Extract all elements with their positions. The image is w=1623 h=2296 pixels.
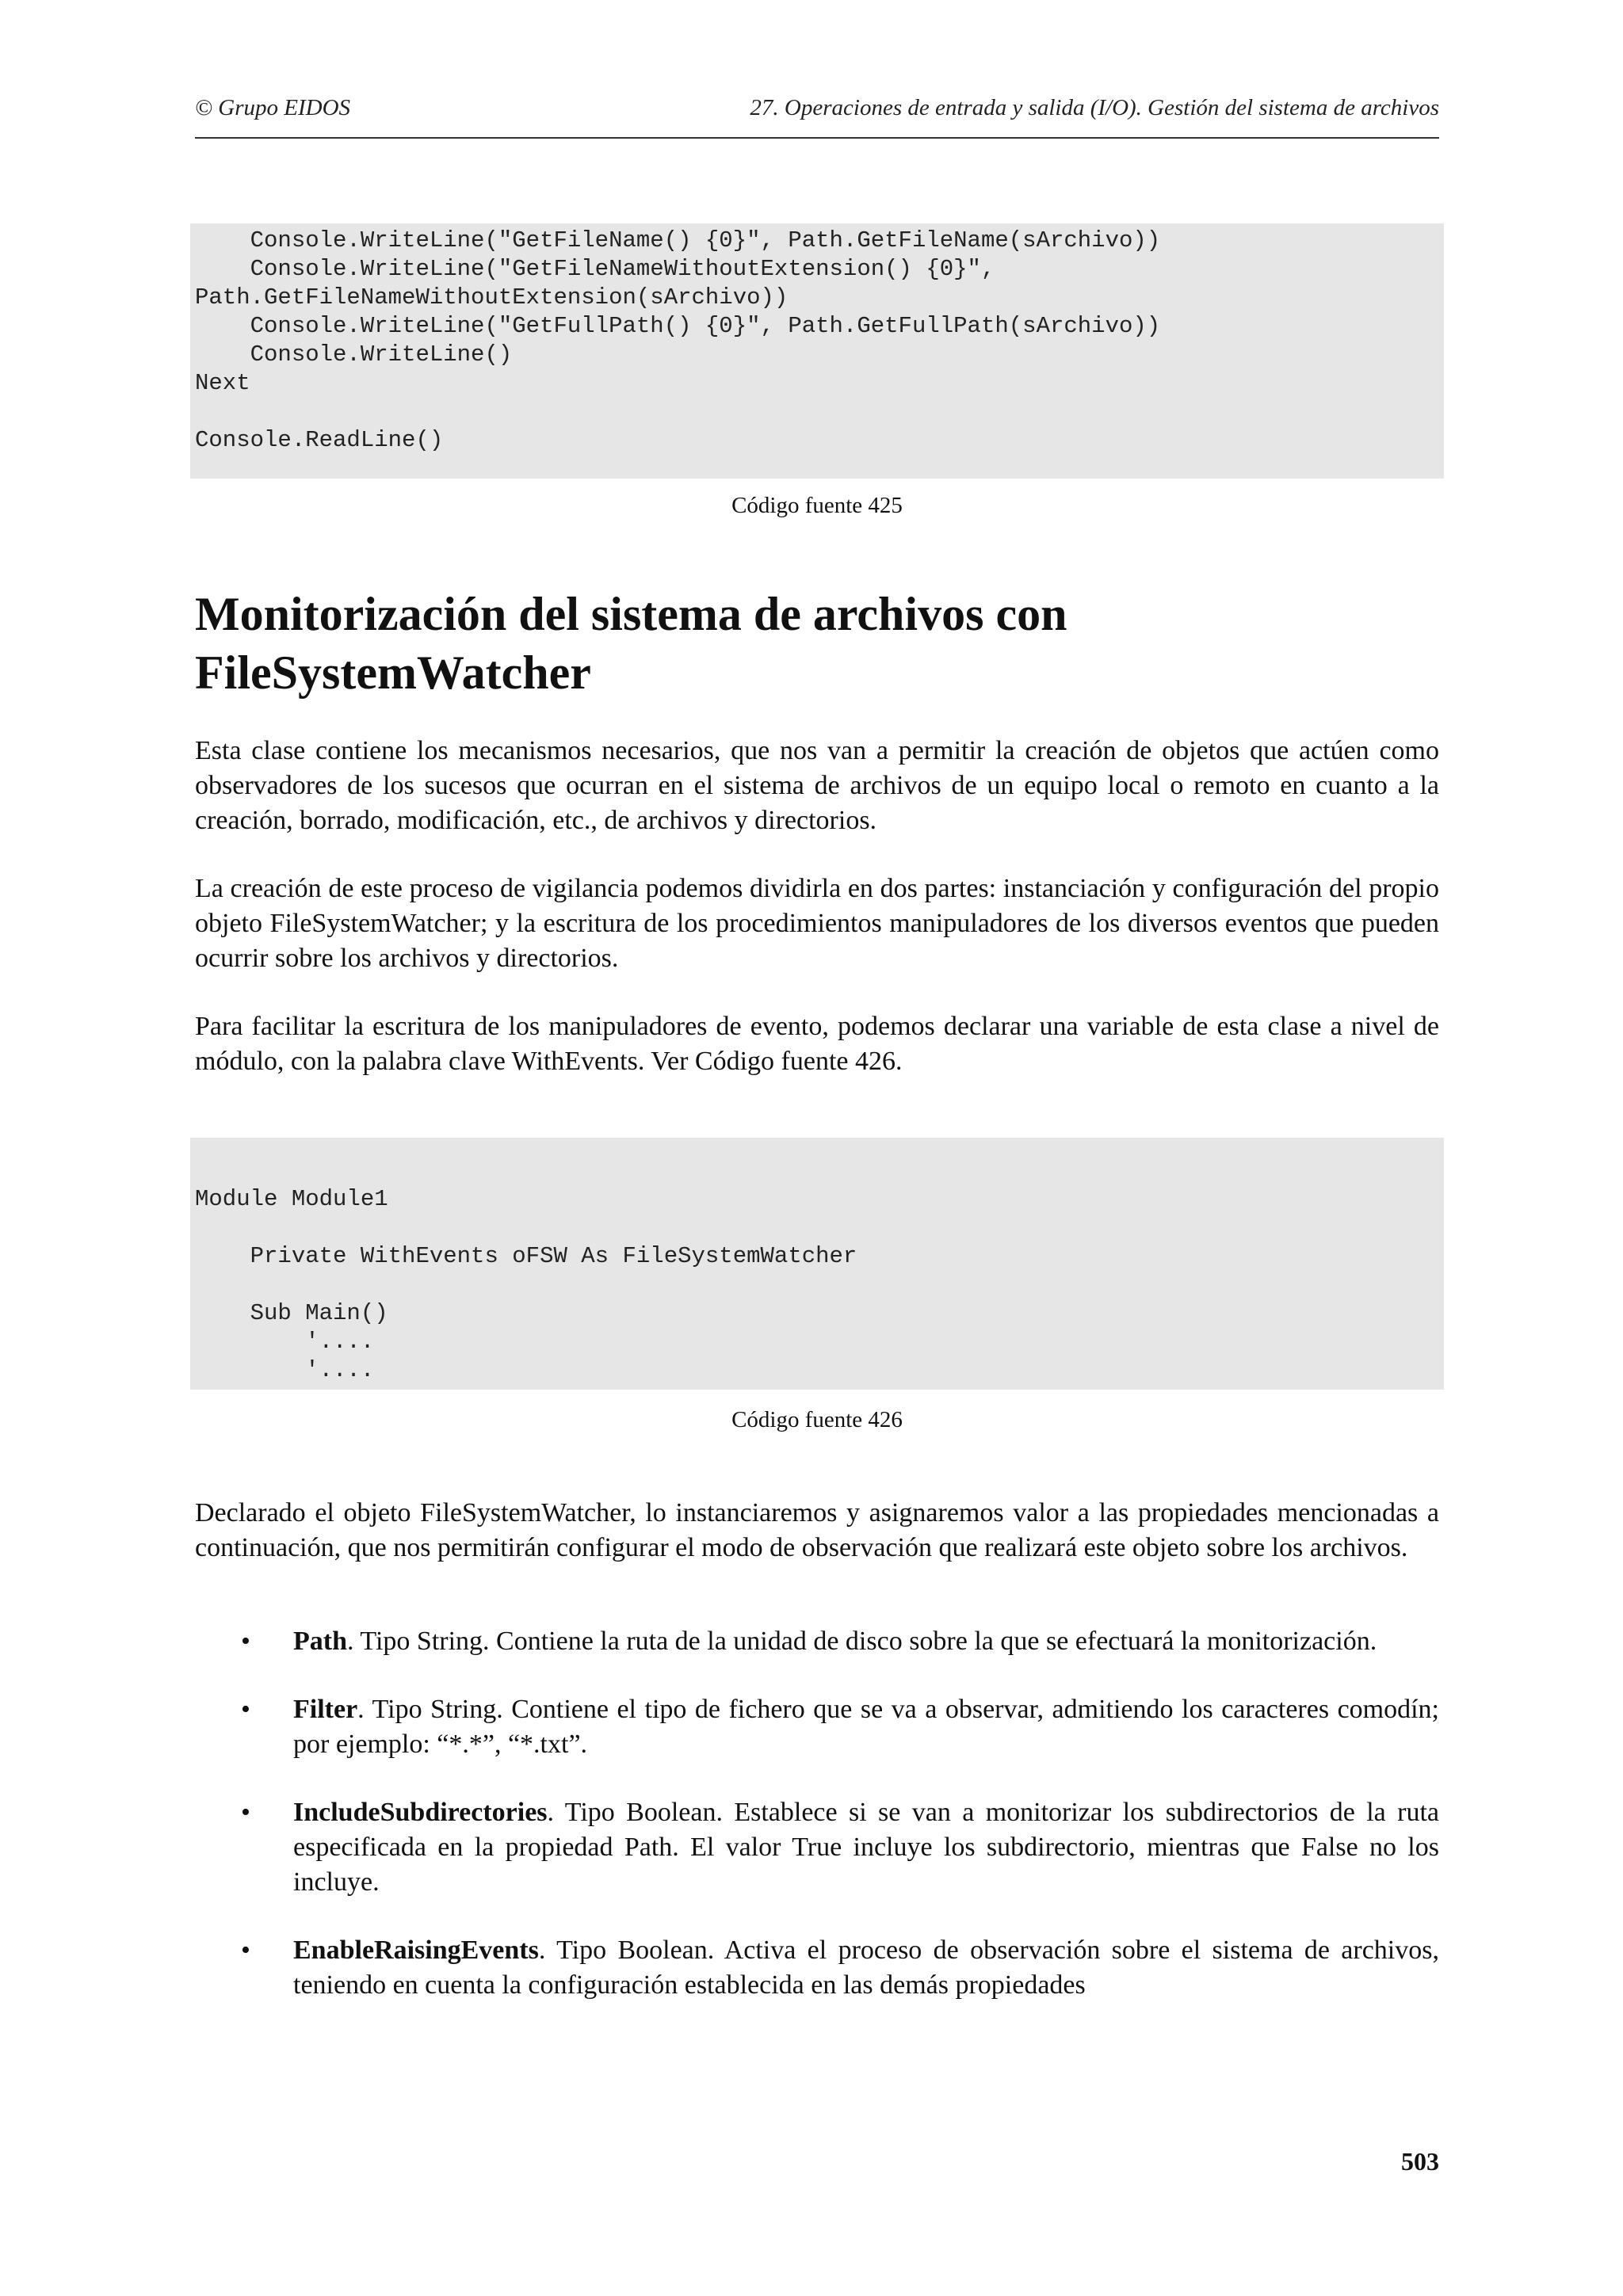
paragraph-intro: Esta clase contiene los mecanismos necesarios, que nos van a permitir la creación de objetos que actúen como observadores de los sucesos que ocurran en el sistema de archivos de un equipo local o remoto en cuanto a la creación, borrado, modificación, etc., de archivos y directorios.	[195, 736, 1439, 835]
bullet-icon: •	[241, 1695, 250, 1724]
code-line	[195, 1157, 1439, 1185]
property-list	[195, 1624, 1439, 2036]
code-line: Next	[195, 370, 250, 396]
code-line: Private WithEvents oFSW As FileSystemWatcher	[195, 1243, 857, 1269]
bullet-icon: •	[241, 1936, 250, 1965]
property-description: . Tipo String. Contiene la ruta de la unidad de disco sobre la que se efectuará la monitorización.	[347, 1627, 1377, 1656]
header-publisher: © Grupo EIDOS	[195, 95, 351, 120]
list-item-filter	[195, 1692, 1439, 1762]
code-line: Module Module1	[195, 1186, 388, 1212]
code-caption-426: Código fuente 426	[731, 1407, 903, 1432]
code-line: Console.ReadLine()	[195, 427, 444, 453]
header-chapter-title: 27. Operaciones de entrada y salida (I/O). Gestión del sistema de archivos	[750, 95, 1439, 120]
header-divider	[195, 137, 1439, 139]
list-item-includesubdirectories	[195, 1795, 1439, 1900]
property-description: . Tipo Boolean. Establece si se van a monitorizar los subdirectorios de la ruta especificada en la propiedad Path. El valor True incluye los subdirectorio, mientras que False no los incluye.	[293, 1798, 1439, 1897]
paragraph-withevents: Para facilitar la escritura de los manipuladores de evento, podemos declarar una variable de esta clase a nivel de módulo, con la palabra clave WithEvents. Ver Código fuente 426.	[195, 1012, 1439, 1076]
code-line: Sub Main()	[195, 1300, 388, 1326]
page-number: 503	[1401, 2147, 1439, 2176]
property-term: EnableRaisingEvents	[293, 1936, 539, 1965]
code-block-425	[190, 223, 1444, 479]
paragraph-declaration: Declarado el objeto FileSystemWatcher, lo instanciaremos y asignaremos valor a las propiedades mencionadas a continuación, que nos permitirán configurar el modo de observación que realizará este objeto sobre los archivos.	[195, 1498, 1439, 1562]
section-title: Monitorización del sistema de archivos con FileSystemWatcher	[195, 588, 1067, 699]
code-block-426	[190, 1138, 1444, 1390]
property-description: . Tipo String. Contiene el tipo de fichero que se va a observar, admitiendo los caracteres comodín; por ejemplo: “*.*”, “*.txt”.	[293, 1695, 1439, 1759]
code-line: Path.GetFileNameWithoutExtension(sArchivo))	[195, 284, 789, 311]
bullet-icon: •	[241, 1798, 250, 1827]
property-term: IncludeSubdirectories	[293, 1798, 548, 1827]
code-line: Console.WriteLine()	[195, 341, 513, 368]
list-item-path	[195, 1624, 1439, 1659]
property-description: . Tipo Boolean. Activa el proceso de observación sobre el sistema de archivos, teniendo en cuenta la configuración establecida en las demás propiedades	[293, 1936, 1439, 2000]
code-line	[195, 1271, 1439, 1299]
code-line: '....	[195, 1357, 375, 1383]
code-line	[195, 398, 1439, 426]
bullet-icon: •	[241, 1627, 250, 1656]
paragraph-process: La creación de este proceso de vigilancia podemos dividirla en dos partes: instanciación y configuración del propio objeto FileSystemWatcher; y la escritura de los procedimientos manipuladores de los diversos eventos que pueden ocurrir sobre los archivos y directorios.	[195, 874, 1439, 973]
code-line	[195, 1214, 1439, 1242]
code-line: Console.WriteLine("GetFileNameWithoutExtension() {0}",	[195, 256, 995, 282]
list-item-enableraisingevents	[195, 1933, 1439, 2003]
code-line: Console.WriteLine("GetFullPath() {0}", Path.GetFullPath(sArchivo))	[195, 313, 1161, 339]
code-line: Console.WriteLine("GetFileName() {0}", Path.GetFileName(sArchivo))	[195, 227, 1161, 254]
property-term: Path	[293, 1627, 347, 1656]
property-term: Filter	[293, 1695, 358, 1724]
code-line: '....	[195, 1329, 375, 1355]
code-caption-425: Código fuente 425	[731, 493, 903, 518]
running-header	[195, 95, 1439, 121]
